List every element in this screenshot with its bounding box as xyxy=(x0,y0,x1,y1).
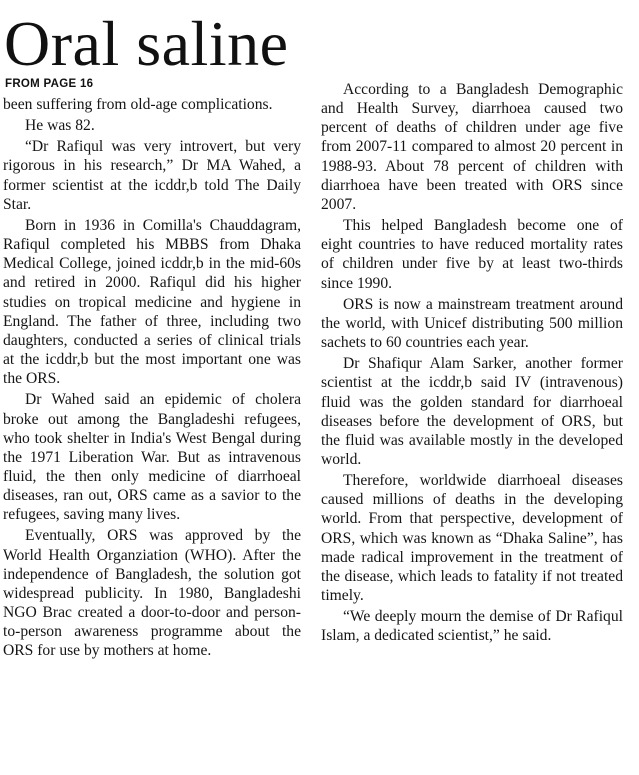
paragraph: This helped Bangladesh become one of eight countries to have reduced mortality rates of children under five by at least two-thirds since 1990. xyxy=(321,217,623,292)
paragraph: Born in 1936 in Comilla's Chauddagram, Rafiqul completed his MBBS from Dhaka Medical College, joined icddr,b in the mid-60s and retired in 2000. Rafiqul did his higher studies on tropical medicine and hygiene in England. The father of three, including two daughters, conducted a series of clinical trials at the icddr,b but the most important one was the ORS. xyxy=(3,216,301,388)
paragraph: Therefore, worldwide diarrhoeal diseases caused millions of deaths in the developing world. From that perspective, development of ORS, which was known as “Dhaka Saline”, has made radical improvement in the treatment of the disease, which leads to fatality if not treated timely. xyxy=(321,472,623,605)
headline: Oral saline xyxy=(4,8,289,79)
paragraph: “We deeply mourn the demise of Dr Rafiqul Islam, a dedicated scientist,” he said. xyxy=(321,608,623,645)
right-column xyxy=(321,80,623,646)
paragraph: been suffering from old-age complications. xyxy=(3,96,273,113)
paragraph: Dr Shafiqur Alam Sarker, another former scientist at the icddr,b said IV (intravenous) fluid was the golden standard for diarrhoeal diseases before the development of ORS, but the fluid was available mostly in the developed world. xyxy=(321,355,623,468)
paragraph: “Dr Rafiqul was very introvert, but very rigorous in his research,” Dr MA Wahed, a former scientist at the icddr,b told The Daily Star. xyxy=(3,138,301,213)
left-column xyxy=(3,95,301,661)
paragraph: He was 82. xyxy=(25,117,95,135)
jump-label: FROM PAGE 16 xyxy=(5,78,94,90)
paragraph: Eventually, ORS was approved by the World Health Organziation (WHO). After the independence of Bangladesh, the solution got widespread publicity. In 1980, Bangladeshi NGO Brac created a door-to-door and person-to-person awareness programme about the ORS for use by mothers at home. xyxy=(3,527,301,660)
paragraph: Dr Wahed said an epidemic of cholera broke out among the Bangladeshi refugees, who took shelter in India's West Bengal during the 1971 Liberation War. But as intravenous fluid, the then only medicine of diarrhoeal diseases, ran out, ORS came as a savior to the refugees, saving many lives. xyxy=(3,391,301,524)
paragraph: ORS is now a mainstream treatment around the world, with Unicef distributing 500 million sachets to 60 countries each year. xyxy=(321,295,623,352)
paragraph: According to a Bangladesh Demographic and Health Survey, diarrhoea caused two percent of deaths of children under age five from 2007-11 compared to almost 20 percent in 1988-93. About 78 percent of children with diarrhoea have been treated with ORS since 2007. xyxy=(321,81,623,213)
